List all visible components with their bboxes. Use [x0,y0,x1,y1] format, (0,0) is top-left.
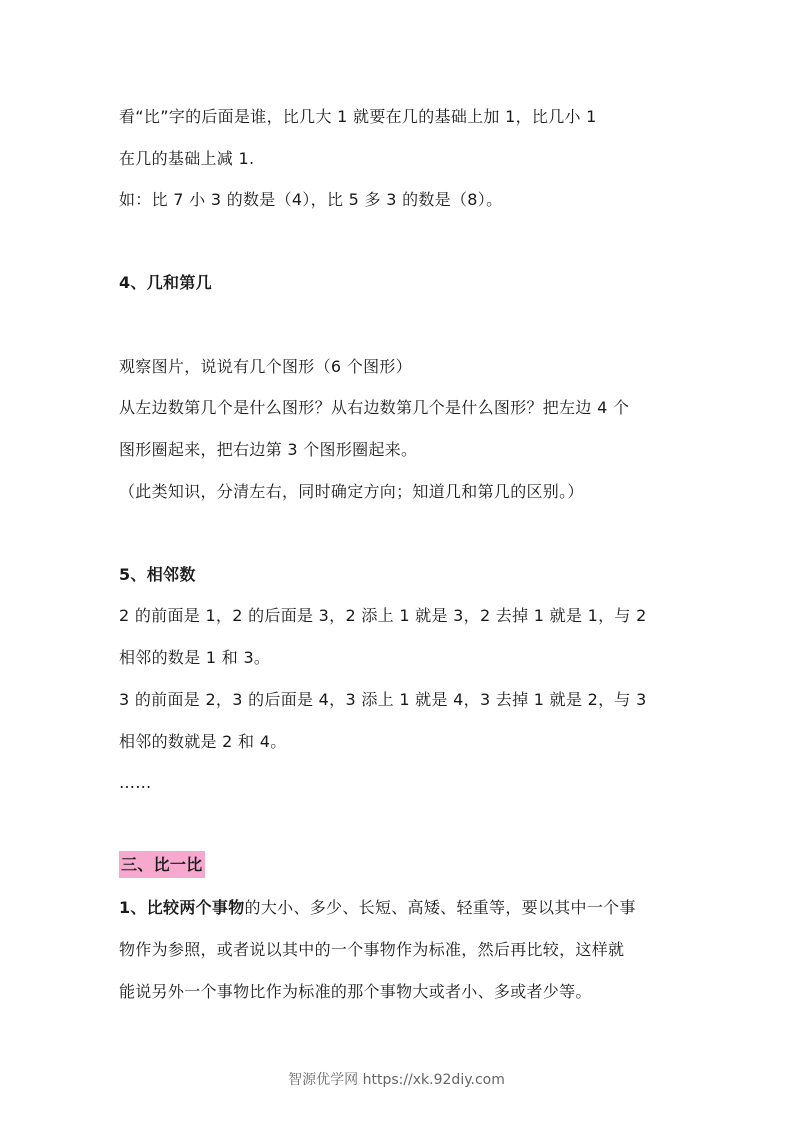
example-line: 如：比 7 小 3 的数是（4），比 5 多 3 的数是（8）。 [119,190,503,209]
section-4-heading: 4、几和第几 [119,273,212,292]
section-5-line-4: 相邻的数就是 2 和 4。 [119,732,287,751]
section-3-line-1-rest: 的大小、多少、长短、高矮、轻重等，要以其中一个事 [244,898,636,917]
section-5-line-1: 2 的前面是 1，2 的后面是 3，2 添上 1 就是 3，2 去掉 1 就是 1，与 2 [119,606,647,625]
section-4-line-2: 从左边数第几个是什么图形？从右边数第几个是什么图形？把左边 4 个 [119,398,630,417]
section-4-line-1: 观察图片，说说有几个图形（6 个图形） [119,357,412,376]
section-3-line-2: 物作为参照，或者说以其中的一个事物作为标准，然后再比较，这样就 [119,940,625,959]
rule-line-2: 在几的基础上减 1. [119,149,255,168]
section-3-line-3: 能说另外一个事物比作为标准的那个事物大或者小、多或者少等。 [119,982,592,1001]
section-5-line-2: 相邻的数是 1 和 3。 [119,648,271,667]
ellipsis-line: …… [119,773,152,792]
section-5-heading: 5、相邻数 [119,565,196,584]
section-3-highlight: 三、比一比 [119,851,205,878]
page-footer: 智源优学网 https://xk.92diy.com [288,1072,505,1088]
section-4-line-3: 图形圈起来，把右边第 3 个图形圈起来。 [119,440,418,459]
rule-line-1: 看“比”字的后面是谁，比几大 1 就要在几的基础上加 1，比几小 1 [119,107,597,126]
section-5-line-3: 3 的前面是 2，3 的后面是 4，3 添上 1 就是 4，3 去掉 1 就是 2，与 3 [119,690,647,709]
section-4-line-4: （此类知识，分清左右，同时确定方向；知道几和第几的区别。） [119,482,584,501]
section-3-line-1 [119,898,636,918]
section-3-bold-lead: 1、比较两个事物 [119,898,245,917]
section-3-heading [119,855,205,875]
